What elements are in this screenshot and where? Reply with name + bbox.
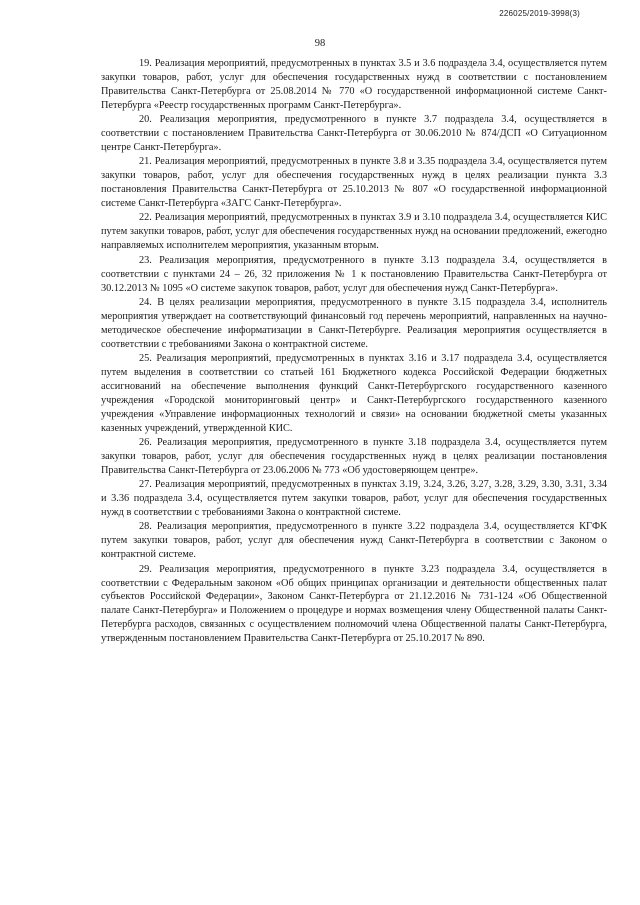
paragraph-24: 24. В целях реализации мероприятия, предусмотренного в пункте 3.15 подраздела 3.4, исполнитель мероприятия утверждает на соответствующий финансовый год перечень мероприятий, направленных на научно-методическое обеспечение информатизации в Санкт-Петербурге. Реализация мероприятия осуществляется в соответствии с требованиями Закона о контрактной системе. <box>101 296 607 350</box>
paragraph-19: 19. Реализация мероприятий, предусмотренных в пунктах 3.5 и 3.6 подраздела 3.4, осуществляется путем закупки товаров, работ, услуг для обеспечения государственных нужд в соответствии с постановлением Правительства Санкт-Петербурга от 25.08.2014 № 770 «О государственной информационной системе Санкт-Петербурга «Реестр государственных программ Санкт-Петербурга». <box>101 58 607 111</box>
paragraph-22: 22. Реализация мероприятий, предусмотренных в пунктах 3.9 и 3.10 подраздела 3.4, осуществляется КИС путем закупки товаров, работ, услуг для обеспечения государственных нужд на основании предложений, ежегодно направляемых исполнителем мероприятия, указанным вторым. <box>101 212 607 252</box>
paragraph-27: 27. Реализация мероприятий, предусмотренных в пунктах 3.19, 3.24, 3.26, 3.27, 3.28, 3.29, 3.30, 3.31, 3.34 и 3.36 подраздела 3.4, осуществляется путем закупки товаров, работ, услуг для обеспечения государственных нужд в соответствии с требованиями Закона о контрактной системе. <box>101 479 607 518</box>
paragraph-25: 25. Реализация мероприятий, предусмотренных в пунктах 3.16 и 3.17 подраздела 3.4, осуществляется путем выделения в соответствии со статьей 161 Бюджетного кодекса Российской Федерации бюджетных ассигнований на обеспечение выполнения функций Санкт-Петербургского государственного казенного учреждения «Городской мониторинговый центр» и Санкт-Петербургского государственного казенного учреждения «Управление информационных технологий и связи» на основании бюджетной сметы указанных казенных учреждений, утвержденной КИС. <box>101 353 607 434</box>
paragraph-29: 29. Реализация мероприятия, предусмотренного в пункте 3.23 подраздела 3.4, осуществляется в соответствии с Федеральным законом «Об общих принципах организации и деятельности общественных палат субъектов Российской Федерации», Законом Санкт-Петербурга от 21.12.2016 № 731-124 «Об Общественной палате Санкт-Петербурга» и Положением о процедуре и нормах возмещения члену Общественной палаты Санкт-Петербурга расходов, связанных с осуществлением полномочий члена Общественной палаты Санкт-Петербурга, утвержденным постановлением Правительства Санкт-Петербурга от 25.10.2017 № 890. <box>101 563 607 645</box>
paragraph-23: 23. Реализация мероприятия, предусмотренного в пункте 3.13 подраздела 3.4, осуществляется в соответствии с пунктами 24 – 26, 32 приложения № 1 к постановлению Правительства Санкт-Петербурга от 30.12.2013 № 1095 «О системе закупок товаров, работ, услуг для обеспечения нужд Санкт-Петербурга». <box>101 254 607 294</box>
paragraph-20: 20. Реализация мероприятия, предусмотренного в пункте 3.7 подраздела 3.4, осуществляется в соответствии с постановлением Правительства Санкт-Петербурга от 30.06.2010 № 874/ДСП «О Ситуационном центре Санкт-Петербурга». <box>101 114 607 153</box>
document-id: 226025/2019-3998(3) <box>499 9 580 18</box>
paragraph-21: 21. Реализация мероприятий, предусмотренных в пункте 3.8 и 3.35 подраздела 3.4, осуществляется путем закупки товаров, работ, услуг для обеспечения государственных нужд в целях реализации пункта 3.3 постановления Правительства Санкт-Петербурга от 25.10.2013 № 807 «О государственной информационной системе Санкт-Петербурга «ЗАГС Санкт-Петербурга». <box>101 156 607 210</box>
document-body <box>101 57 607 647</box>
paragraph-26: 26. Реализация мероприятия, предусмотренного в пункте 3.18 подраздела 3.4, осуществляется путем закупки товаров, работ, услуг для обеспечения государственных нужд в целях реализации постановления Правительства Санкт-Петербурга от 23.06.2006 № 773 «Об удостоверяющем центре». <box>101 436 607 476</box>
paragraph-28: 28. Реализация мероприятия, предусмотренного в пункте 3.22 подраздела 3.4, осуществляется КГФК путем закупки товаров, работ, услуг для обеспечения нужд Санкт-Петербурга в соответствии с Законом о контрактной системе. <box>101 521 607 561</box>
page-number: 98 <box>314 38 326 49</box>
